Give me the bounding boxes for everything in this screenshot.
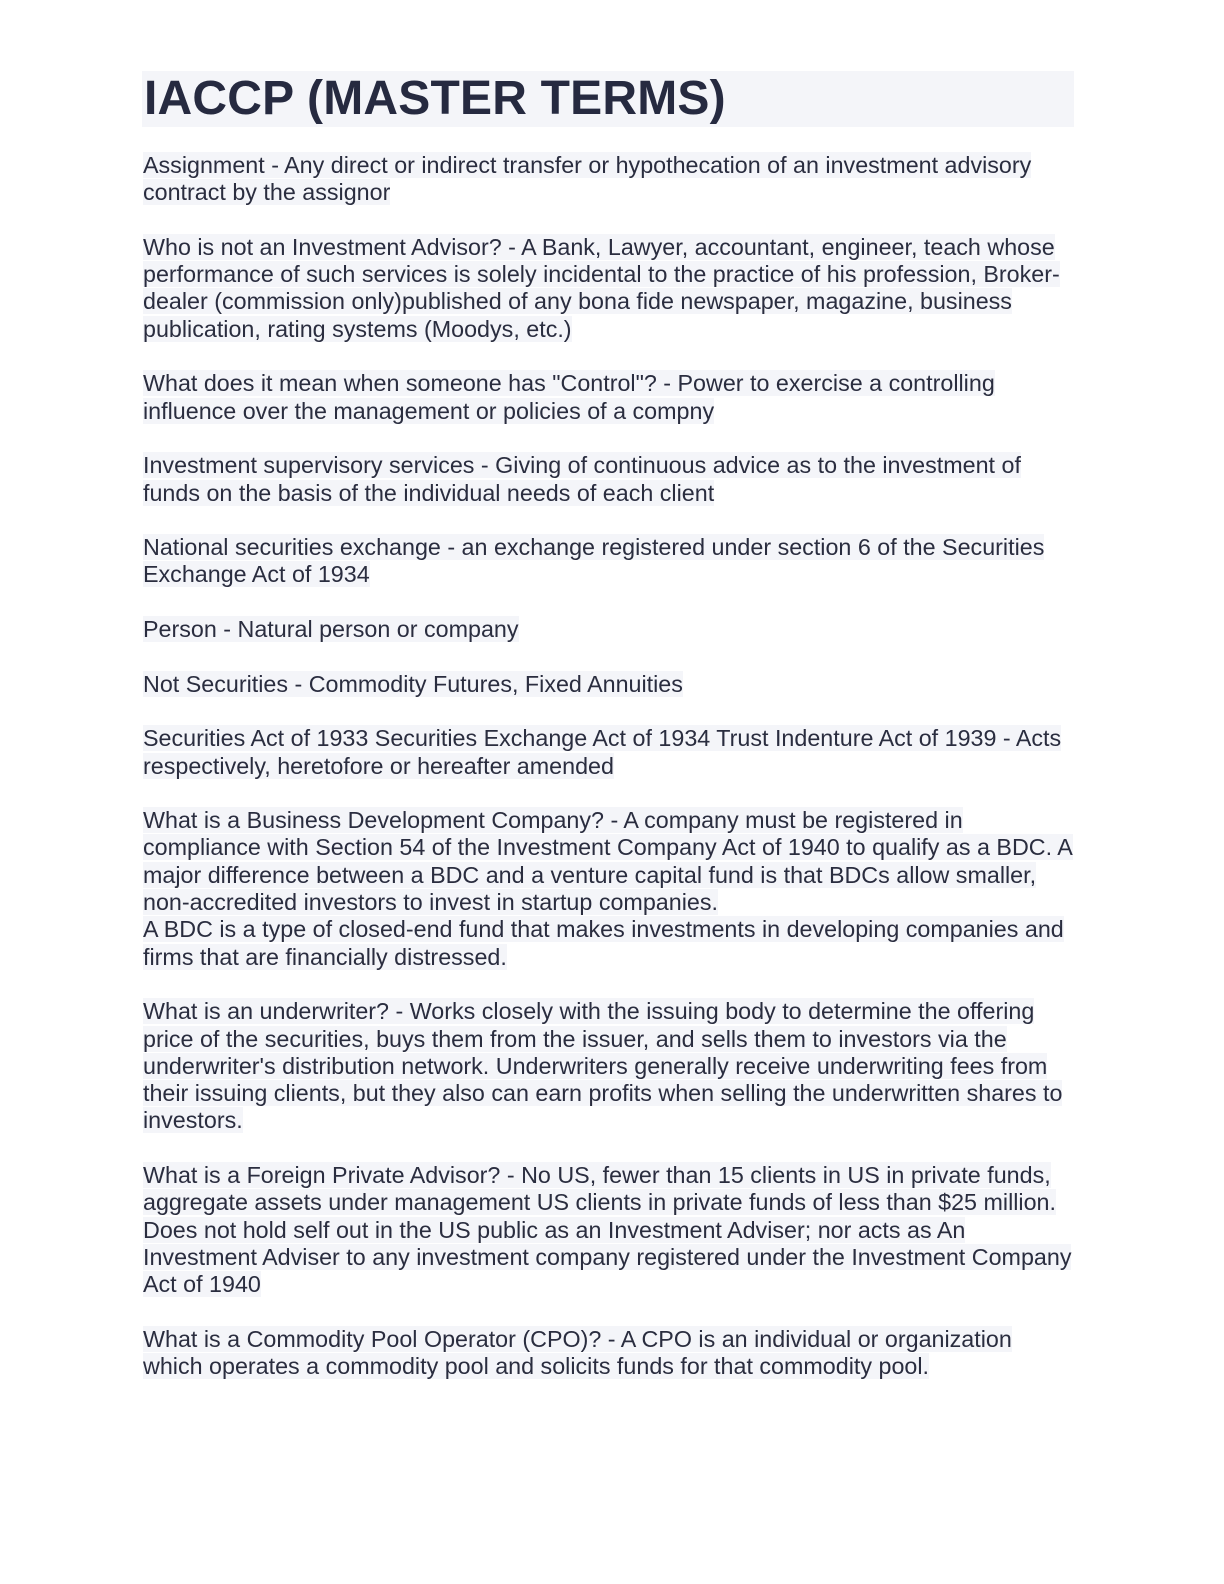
term-entry-national-securities-exchange xyxy=(142,534,1074,589)
document-title: IACCP (MASTER TERMS) xyxy=(142,71,1074,127)
term-text: What is a Business Development Company? - A company must be registered in compliance with Section 54 of the Investment Company Act of 1940 to qualify as a BDC. A major difference between a BDC and a venture capital fund is that BDCs allow smaller, non-accredited investors to invest in startup companies. xyxy=(143,807,1073,916)
term-entry-control xyxy=(142,370,1074,425)
term-text: Assignment - Any direct or indirect transfer or hypothecation of an investment advisory contract by the assignor xyxy=(143,152,1032,206)
term-entry-investment-supervisory-services xyxy=(142,452,1074,507)
term-text: Who is not an Investment Advisor? - A Bank, Lawyer, accountant, engineer, teach whose performance of such services is solely incidental to the practice of his profession, Broker-dealer (commission only)published of any bona fide newspaper, magazine, business publication, rating systems (Moodys, etc.) xyxy=(143,233,1060,342)
term-text: What does it mean when someone has "Control"? - Power to exercise a controlling influence over the management or policies of a compny xyxy=(143,370,995,424)
term-list xyxy=(142,152,1074,1380)
term-entry-foreign-private-advisor xyxy=(142,1162,1074,1298)
term-entry-securities-acts xyxy=(142,725,1074,780)
term-entry-not-securities xyxy=(142,671,1074,698)
term-text: Investment supervisory services - Giving of continuous advice as to the investment of funds on the basis of the individual needs of each client xyxy=(143,452,1021,506)
term-text-continued: A BDC is a type of closed-end fund that makes investments in developing companies and firms that are financially distressed. xyxy=(143,916,1064,970)
term-text: What is an underwriter? - Works closely with the issuing body to determine the offering price of the securities, buys them from the issuer, and sells them to investors via the underwriter's distribution network. Underwriters generally receive underwriting fees from their issuing clients, but they also can earn profits when selling the underwritten shares to investors. xyxy=(143,998,1063,1134)
term-text: National securities exchange - an exchange registered under section 6 of the Securities Exchange Act of 1934 xyxy=(143,534,1045,588)
term-text: Not Securities - Commodity Futures, Fixed Annuities xyxy=(143,670,683,697)
term-text: Person - Natural person or company xyxy=(143,616,519,643)
term-entry-business-development-company xyxy=(142,807,1074,971)
term-entry-underwriter xyxy=(142,998,1074,1134)
term-text: What is a Foreign Private Advisor? - No US, fewer than 15 clients in US in private funds, aggregate assets under management US clients in private funds of less than $25 million. Does not hold self out in the US public as an Investment Adviser; nor acts as An Investment Adviser to any investment company registered under the Investment Company Act of 1940 xyxy=(143,1161,1072,1298)
term-entry-not-investment-advisor xyxy=(142,234,1074,343)
term-entry-commodity-pool-operator xyxy=(142,1326,1074,1381)
term-entry-assignment xyxy=(142,152,1074,207)
term-text: Securities Act of 1933 Securities Exchange Act of 1934 Trust Indenture Act of 1939 - Acts respectively, heretofore or hereafter amended xyxy=(143,725,1062,779)
term-entry-person xyxy=(142,616,1074,643)
document-page xyxy=(142,71,1074,1408)
term-text: What is a Commodity Pool Operator (CPO)? - A CPO is an individual or organization which operates a commodity pool and solicits funds for that commodity pool. xyxy=(143,1325,1012,1380)
